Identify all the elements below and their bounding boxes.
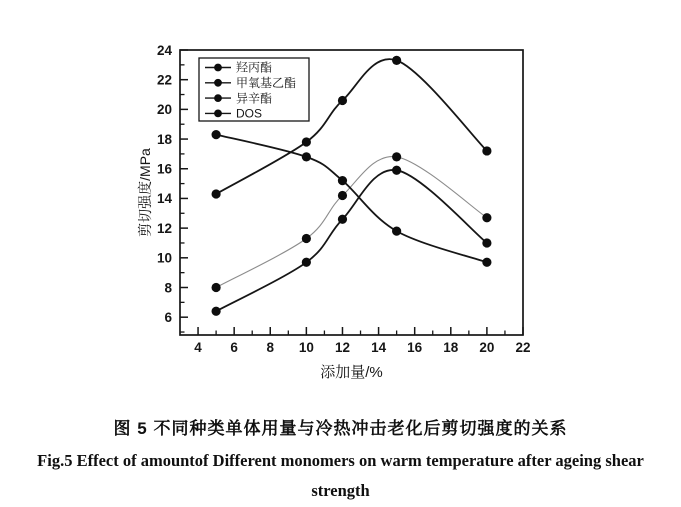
x-tick-label: 14 (371, 340, 387, 355)
y-tick-label: 10 (156, 250, 172, 266)
x-tick-label: 16 (407, 340, 423, 355)
x-tick-label: 12 (334, 340, 350, 355)
y-axis-title: 剪切强度/MPa (137, 148, 153, 237)
data-point-marker (392, 56, 401, 65)
x-tick-label: 8 (266, 340, 275, 355)
data-point-marker (482, 213, 491, 222)
legend-dot-marker (214, 94, 222, 102)
y-tick-label: 16 (156, 161, 172, 177)
data-point-marker (338, 215, 347, 224)
x-tick-label: 6 (230, 340, 238, 355)
legend-dot-marker (214, 79, 222, 87)
x-tick-label: 10 (298, 340, 314, 355)
y-tick-label: 24 (156, 42, 172, 58)
data-point-marker (212, 283, 221, 292)
x-axis-title: 添加量/% (320, 364, 383, 381)
legend (199, 58, 309, 121)
y-axis (157, 43, 188, 332)
x-tick-label: 18 (443, 340, 459, 355)
x-axis (194, 327, 530, 355)
series-3 (212, 130, 492, 267)
y-tick-label: 8 (164, 280, 172, 296)
series-line (216, 135, 487, 263)
figure-caption-english: Fig.5 Effect of amountof Different monomers on warm temperature after ageing shear strength (37, 451, 644, 500)
x-tick-label: 22 (515, 340, 531, 355)
data-point-marker (302, 152, 311, 161)
figure-caption-chinese: 图 5 不同种类单体用量与冷热冲击老化后剪切强度的关系 (113, 419, 568, 438)
legend-dot-marker (214, 64, 222, 72)
series-line (216, 170, 487, 311)
data-point-marker (212, 307, 221, 316)
legend-label: 异辛酯 (236, 91, 273, 106)
series-line (216, 157, 487, 288)
data-point-marker (212, 189, 221, 198)
legend-dot-marker (214, 110, 222, 118)
data-point-marker (338, 191, 347, 200)
data-point-marker (392, 152, 401, 161)
data-point-marker (482, 258, 491, 267)
data-point-marker (392, 226, 401, 235)
legend-label: 羟丙酯 (236, 60, 273, 75)
data-point-marker (212, 130, 221, 139)
y-tick-label: 18 (156, 131, 172, 147)
y-tick-label: 22 (156, 72, 172, 88)
legend-label: DOS (236, 106, 263, 121)
data-point-marker (302, 258, 311, 267)
data-point-marker (302, 234, 311, 243)
data-point-marker (392, 166, 401, 175)
x-tick-label: 20 (479, 340, 495, 355)
data-point-marker (338, 96, 347, 105)
y-tick-label: 20 (156, 102, 172, 118)
data-point-marker (482, 146, 491, 155)
data-point-marker (482, 238, 491, 247)
y-tick-label: 14 (156, 191, 172, 207)
y-tick-label: 12 (156, 220, 172, 236)
data-point-marker (338, 176, 347, 185)
data-point-marker (302, 137, 311, 146)
y-tick-label: 6 (164, 309, 172, 325)
legend-label: 甲氧基乙酯 (236, 76, 297, 90)
x-tick-label: 4 (194, 340, 202, 355)
